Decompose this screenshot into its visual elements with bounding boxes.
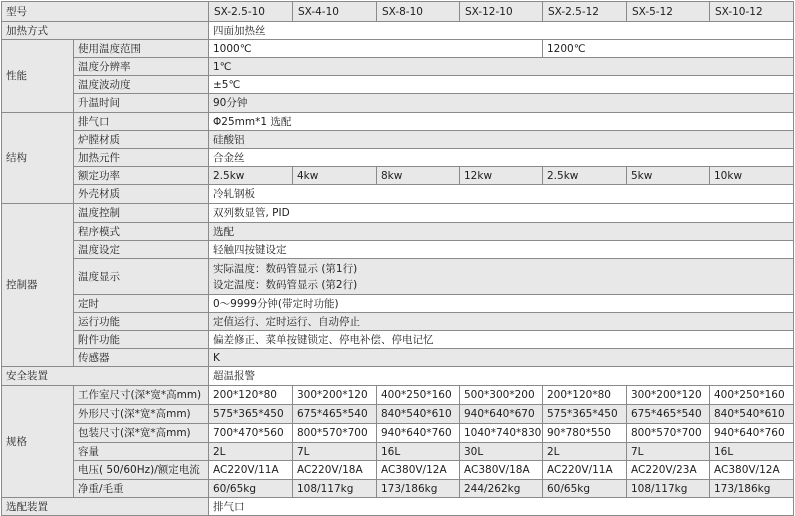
heating-method-label: 加热方式 — [2, 22, 209, 40]
extra-function-row — [2, 331, 794, 349]
temp-setting-row — [2, 241, 794, 259]
temp-range-1000: 1000℃ — [209, 40, 543, 58]
heating-element-label: 加热元件 — [74, 149, 209, 167]
capacity-label: 容量 — [74, 443, 209, 461]
outer-size-label: 外形尺寸(深*宽*高mm) — [74, 405, 209, 424]
rated-power-value: 2.5kw — [543, 167, 627, 185]
model-name: SX-5-12 — [627, 2, 710, 22]
weight-value: 108/117kg — [293, 480, 377, 498]
voltage-value: AC380V/18A — [460, 461, 543, 480]
options-value: 排气口 — [209, 498, 794, 516]
model-name: SX-12-10 — [460, 2, 543, 22]
fluctuation-value: ±5℃ — [209, 76, 794, 94]
heating-time-label: 升温时间 — [74, 94, 209, 113]
temp-display-value — [209, 259, 794, 295]
outer-size-value: 575*365*450 — [209, 405, 293, 424]
temp-display-line-2: 设定温度：数码管显示 (第2行) — [213, 278, 358, 291]
rated-power-value: 2.5kw — [209, 167, 293, 185]
spec-table — [1, 1, 794, 516]
model-name: SX-8-10 — [377, 2, 460, 22]
capacity-value: 16L — [710, 443, 794, 461]
controller-category: 控制器 — [2, 204, 74, 367]
exhaust-row — [2, 113, 794, 131]
chamber-size-value: 300*200*120 — [627, 386, 710, 405]
fluctuation-row — [2, 76, 794, 94]
heating-method-value: 四面加热丝 — [209, 22, 794, 40]
temp-display-label: 温度显示 — [74, 259, 209, 295]
weight-value: 244/262kg — [460, 480, 543, 498]
outer-size-row — [2, 405, 794, 424]
program-mode-label: 程序模式 — [74, 223, 209, 241]
exhaust-label: 排气口 — [74, 113, 209, 131]
chamber-size-row — [2, 386, 794, 405]
sensor-value: K — [209, 349, 794, 367]
weight-value: 173/186kg — [377, 480, 460, 498]
resolution-row — [2, 58, 794, 76]
voltage-value: AC220V/11A — [209, 461, 293, 480]
chamber-material-label: 炉膛材质 — [74, 131, 209, 149]
rated-power-value: 4kw — [293, 167, 377, 185]
package-size-value: 800*570*700 — [293, 424, 377, 443]
heating-element-value: 合金丝 — [209, 149, 794, 167]
rated-power-value: 5kw — [627, 167, 710, 185]
timer-label: 定时 — [74, 295, 209, 313]
timer-row — [2, 295, 794, 313]
outer-size-value: 675*465*540 — [293, 405, 377, 424]
model-name: SX-2.5-10 — [209, 2, 293, 22]
package-size-row — [2, 424, 794, 443]
temp-control-row — [2, 204, 794, 223]
package-size-label: 包装尺寸(深*宽*高mm) — [74, 424, 209, 443]
temp-setting-label: 温度设定 — [74, 241, 209, 259]
shell-material-row — [2, 185, 794, 204]
chamber-material-value: 硅酸铝 — [209, 131, 794, 149]
extra-function-value: 偏差修正、菜单按键锁定、停电补偿、停电记忆 — [209, 331, 794, 349]
chamber-size-label: 工作室尺寸(深*宽*高mm) — [74, 386, 209, 405]
package-size-value: 1040*740*830 — [460, 424, 543, 443]
temp-display-row — [2, 259, 794, 295]
shell-material-value: 冷轧钢板 — [209, 185, 794, 204]
model-name: SX-4-10 — [293, 2, 377, 22]
voltage-value: AC380V/12A — [377, 461, 460, 480]
run-function-label: 运行功能 — [74, 313, 209, 331]
weight-row — [2, 480, 794, 498]
heating-time-row — [2, 94, 794, 113]
outer-size-value: 940*640*670 — [460, 405, 543, 424]
heating-time-value: 90分钟 — [209, 94, 794, 113]
package-size-value: 940*640*760 — [377, 424, 460, 443]
voltage-value: AC220V/11A — [543, 461, 627, 480]
fluctuation-label: 温度波动度 — [74, 76, 209, 94]
capacity-row — [2, 443, 794, 461]
package-size-value: 700*470*560 — [209, 424, 293, 443]
options-label: 选配装置 — [2, 498, 209, 516]
package-size-value: 90*780*550 — [543, 424, 627, 443]
exhaust-value: Φ25mm*1 选配 — [209, 113, 794, 131]
chamber-size-value: 200*120*80 — [543, 386, 627, 405]
chamber-size-value: 400*250*160 — [710, 386, 794, 405]
heating-method-row — [2, 22, 794, 40]
weight-value: 60/65kg — [209, 480, 293, 498]
timer-value: 0～9999分钟(带定时功能) — [209, 295, 794, 313]
safety-value: 超温报警 — [209, 367, 794, 386]
resolution-label: 温度分辨率 — [74, 58, 209, 76]
voltage-value: AC380V/12A — [710, 461, 794, 480]
rated-power-value: 12kw — [460, 167, 543, 185]
temp-display-line-1: 实际温度：数码管显示 (第1行) — [213, 262, 358, 275]
performance-category: 性能 — [2, 40, 74, 113]
capacity-value: 7L — [627, 443, 710, 461]
voltage-row — [2, 461, 794, 480]
sensor-row — [2, 349, 794, 367]
resolution-value: 1℃ — [209, 58, 794, 76]
package-size-value: 940*640*760 — [710, 424, 794, 443]
outer-size-value: 575*365*450 — [543, 405, 627, 424]
capacity-value: 16L — [377, 443, 460, 461]
outer-size-value: 675*465*540 — [627, 405, 710, 424]
rated-power-value: 10kw — [710, 167, 794, 185]
capacity-value: 7L — [293, 443, 377, 461]
package-size-value: 800*570*700 — [627, 424, 710, 443]
model-name: SX-2.5-12 — [543, 2, 627, 22]
heating-element-row — [2, 149, 794, 167]
weight-value: 60/65kg — [543, 480, 627, 498]
weight-label: 净重/毛重 — [74, 480, 209, 498]
rated-power-value: 8kw — [377, 167, 460, 185]
program-mode-value: 选配 — [209, 223, 794, 241]
sensor-label: 传感器 — [74, 349, 209, 367]
model-label: 型号 — [2, 2, 209, 22]
temp-setting-value: 轻触四按键设定 — [209, 241, 794, 259]
model-name: SX-10-12 — [710, 2, 794, 22]
run-function-value: 定值运行、定时运行、自动停止 — [209, 313, 794, 331]
safety-row — [2, 367, 794, 386]
voltage-value: AC220V/23A — [627, 461, 710, 480]
safety-label: 安全装置 — [2, 367, 209, 386]
capacity-value: 30L — [460, 443, 543, 461]
temp-control-value: 双列数显管, PID — [209, 204, 794, 223]
weight-value: 108/117kg — [627, 480, 710, 498]
outer-size-value: 840*540*610 — [710, 405, 794, 424]
header-row — [2, 2, 794, 22]
outer-size-value: 840*540*610 — [377, 405, 460, 424]
temp-range-row — [2, 40, 794, 58]
chamber-size-value: 300*200*120 — [293, 386, 377, 405]
program-mode-row — [2, 223, 794, 241]
rated-power-label: 额定功率 — [74, 167, 209, 185]
temp-control-label: 温度控制 — [74, 204, 209, 223]
chamber-size-value: 500*300*200 — [460, 386, 543, 405]
specs-category: 规格 — [2, 386, 74, 498]
weight-value: 173/186kg — [710, 480, 794, 498]
structure-category: 结构 — [2, 113, 74, 204]
options-row — [2, 498, 794, 516]
rated-power-row — [2, 167, 794, 185]
temp-range-label: 使用温度范围 — [74, 40, 209, 58]
shell-material-label: 外壳材质 — [74, 185, 209, 204]
chamber-material-row — [2, 131, 794, 149]
voltage-value: AC220V/18A — [293, 461, 377, 480]
extra-function-label: 附件功能 — [74, 331, 209, 349]
voltage-label: 电压( 50/60Hz)/额定电流 — [74, 461, 209, 480]
temp-range-1200: 1200℃ — [543, 40, 794, 58]
capacity-value: 2L — [209, 443, 293, 461]
capacity-value: 2L — [543, 443, 627, 461]
chamber-size-value: 400*250*160 — [377, 386, 460, 405]
chamber-size-value: 200*120*80 — [209, 386, 293, 405]
run-function-row — [2, 313, 794, 331]
